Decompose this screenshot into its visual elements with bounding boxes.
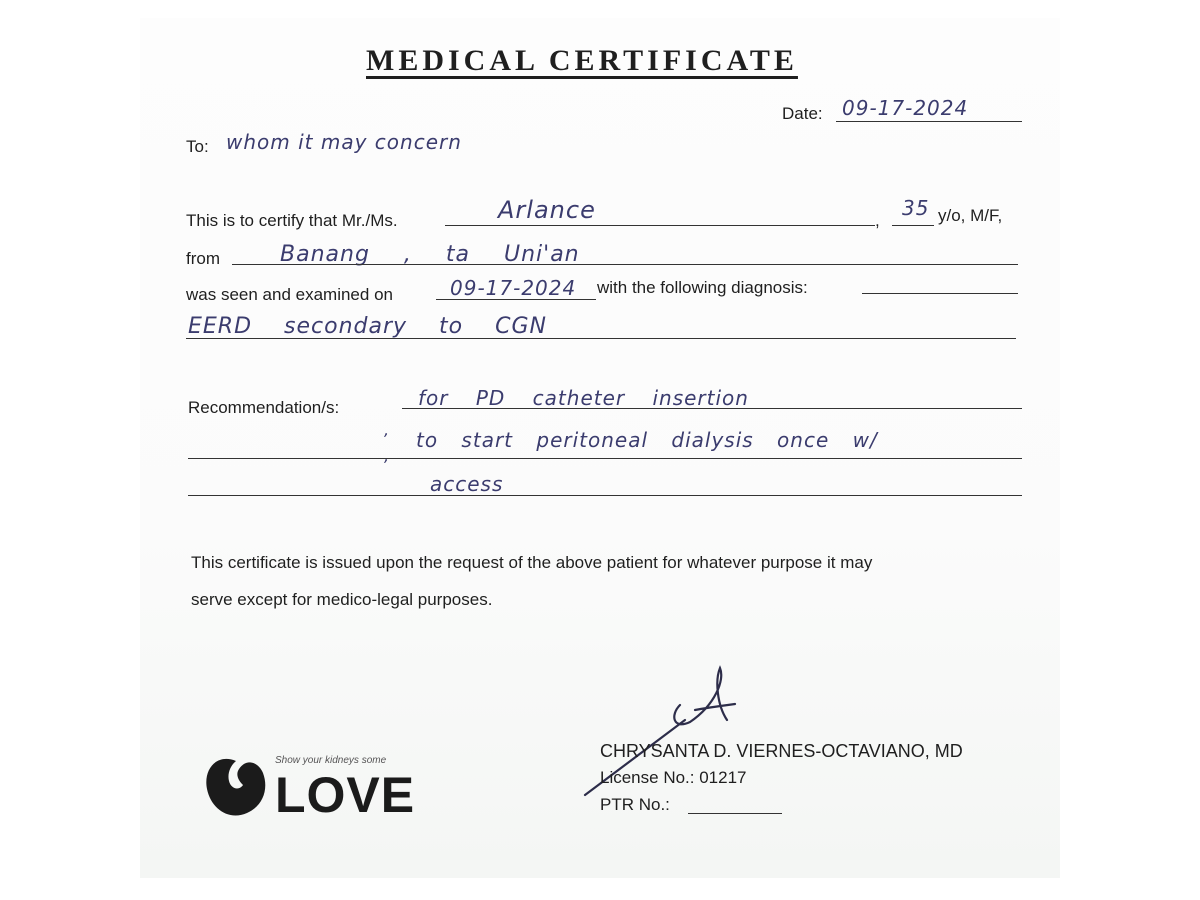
- logo-wordmark: LOVE: [275, 767, 416, 823]
- patient-name: Arlance: [498, 196, 596, 224]
- kidney-icon: [203, 755, 269, 819]
- examined-date-line: [436, 299, 596, 300]
- recommendation-label: Recommendation/s:: [188, 398, 340, 417]
- examined-label: was seen and examined on: [186, 285, 393, 304]
- statement-line-1: This certificate is issued upon the request of the above patient for whatever purpose it may: [191, 553, 873, 572]
- doctor-name: CHRYSANTA D. VIERNES-OCTAVIANO, MD: [600, 741, 963, 761]
- ptr-line: [688, 813, 782, 814]
- date-underline: [836, 121, 1022, 122]
- recommendation-line-2: to start peritoneal dialysis once w/: [416, 428, 878, 452]
- age-line: [892, 225, 934, 226]
- diagnosis-value: EERD secondary to CGN: [188, 314, 547, 339]
- to-label: To:: [186, 137, 209, 156]
- patient-name-line: [445, 225, 875, 226]
- doctor-license: License No.: 01217: [600, 768, 747, 787]
- comma-text: ,: [875, 211, 880, 230]
- recommendation-line-1: for PD catheter insertion: [418, 386, 749, 410]
- recommendation-underline-2: [188, 458, 1022, 459]
- age-value: 35: [902, 196, 930, 220]
- diagnosis-line-end: [862, 293, 1018, 294]
- statement-line-2: serve except for medico-legal purposes.: [191, 590, 493, 609]
- examined-date: 09-17-2024: [450, 276, 577, 300]
- diagnosis-label: with the following diagnosis:: [597, 278, 808, 297]
- certify-label: This is to certify that Mr./Ms.: [186, 211, 398, 230]
- recommendation-underline-1: [402, 408, 1022, 409]
- recommendation-line-3: access: [430, 472, 504, 496]
- ink-comma-2: ,: [384, 446, 391, 465]
- recommendation-underline-3: [188, 495, 1022, 496]
- logo-tagline: Show your kidneys some: [275, 755, 387, 766]
- from-line: [232, 264, 1018, 265]
- from-label: from: [186, 249, 220, 268]
- to-value: whom it may concern: [226, 130, 462, 154]
- ptr-label: PTR No.:: [600, 795, 670, 814]
- diagnosis-line: [186, 338, 1016, 339]
- ink-comma-1: ,: [384, 420, 391, 439]
- date-value: 09-17-2024: [842, 96, 969, 120]
- from-value: Banang , ta Uni'an: [280, 242, 580, 267]
- date-label: Date:: [782, 104, 823, 123]
- document-title: MEDICAL CERTIFICATE: [366, 44, 798, 77]
- age-label: y/o, M/F,: [938, 206, 1003, 225]
